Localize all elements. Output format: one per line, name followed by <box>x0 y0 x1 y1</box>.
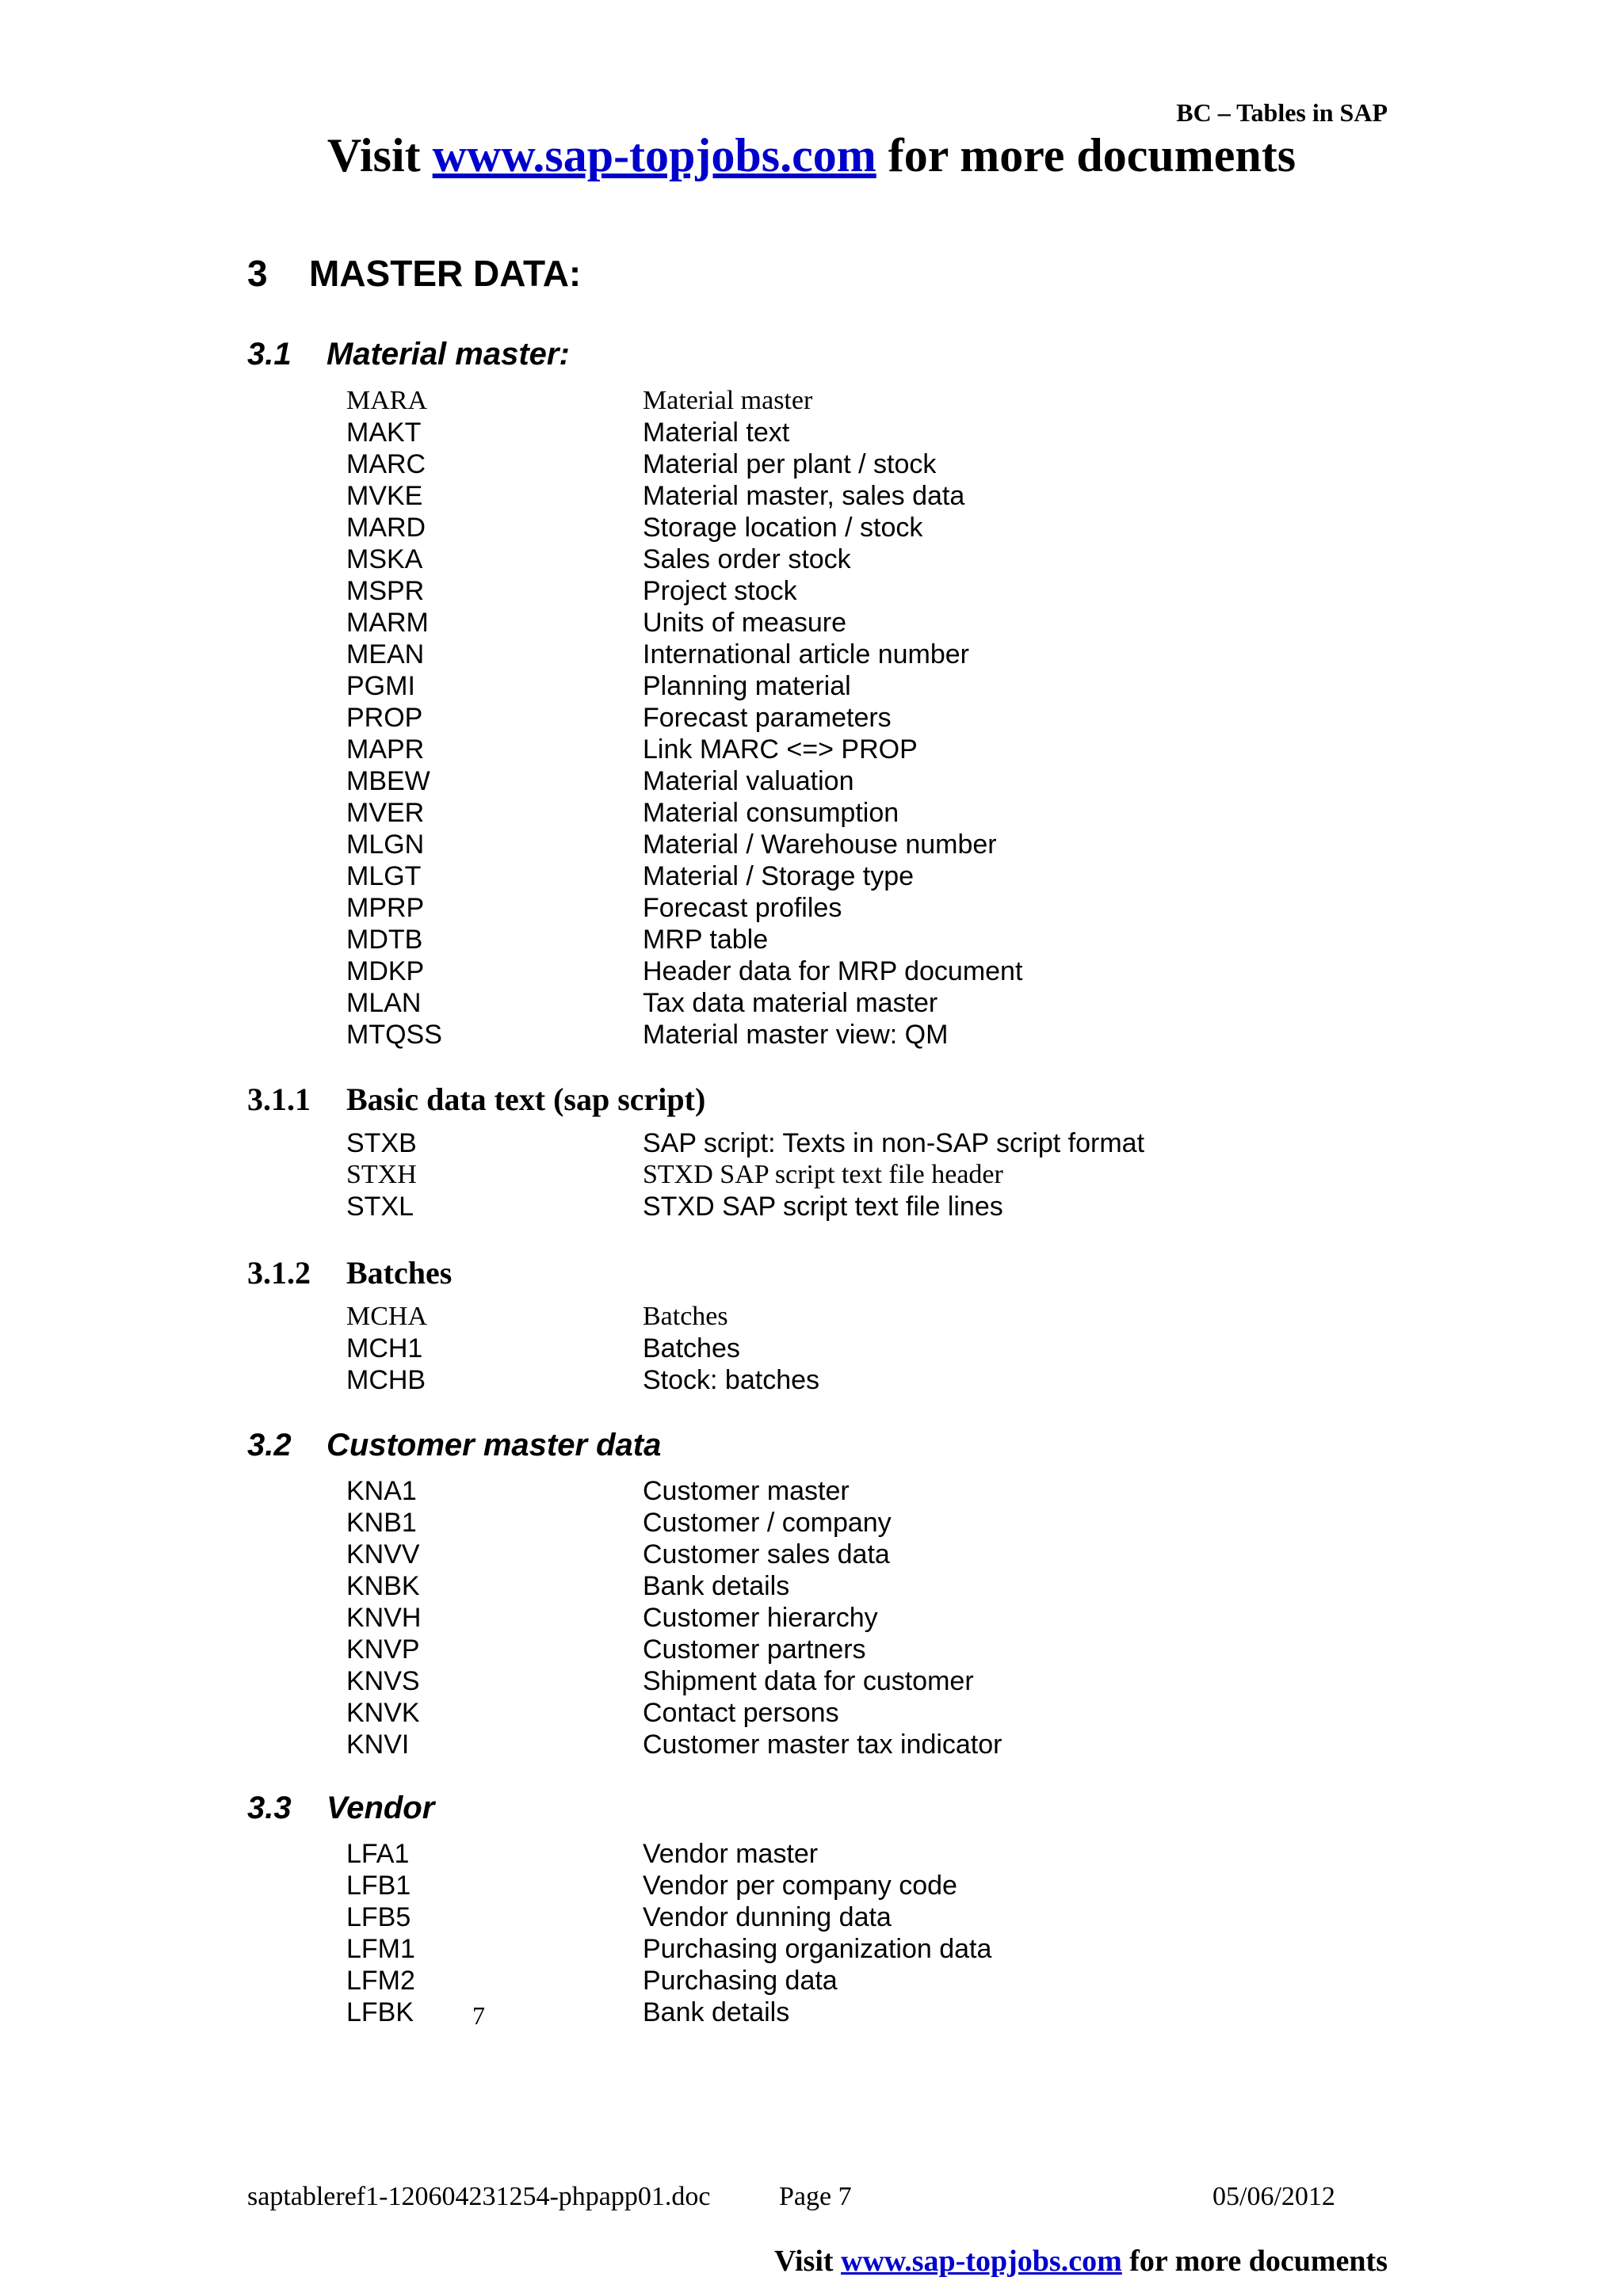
table-row <box>346 1634 1377 1665</box>
table-code: MVKE <box>346 481 423 511</box>
section-heading-material <box>247 337 570 372</box>
top-banner <box>0 128 1623 183</box>
table-description: Customer master <box>643 1476 850 1506</box>
table-code: MARM <box>346 608 429 638</box>
table-code: KNVP <box>346 1634 420 1665</box>
table-row <box>346 892 1377 924</box>
table-description: Vendor master <box>643 1839 819 1869</box>
section-heading-customer <box>247 1428 661 1463</box>
table-description: Planning material <box>643 671 851 701</box>
table-row <box>346 417 1377 448</box>
table-code: LFM1 <box>346 1934 415 1964</box>
table-code: MPRP <box>346 893 425 923</box>
table-row <box>346 1602 1377 1634</box>
table-description: Link MARC <=> PROP <box>643 734 918 765</box>
table-code: MCHA <box>346 1302 428 1331</box>
table-description: Material master, sales data <box>643 481 965 511</box>
table-code: MLAN <box>346 988 422 1018</box>
table-row <box>346 1301 1377 1333</box>
section-heading-vendor <box>247 1791 434 1826</box>
table-code: STXL <box>346 1192 414 1222</box>
table-row <box>346 1933 1377 1965</box>
table-row <box>346 924 1377 955</box>
page-number-marker: 7 <box>472 2001 485 2030</box>
table-row <box>346 1159 1377 1191</box>
table-description: Vendor per company code <box>643 1871 957 1901</box>
table-list-basic-text <box>346 1127 1377 1222</box>
table-description: SAP script: Texts in non-SAP script format <box>643 1128 1145 1158</box>
table-row <box>346 1838 1377 1870</box>
bottom-banner <box>774 2244 1388 2279</box>
table-description: Project stock <box>643 576 797 606</box>
section-number: 3.1.1 <box>247 1081 311 1117</box>
table-code: MARC <box>346 449 426 479</box>
table-row <box>346 1364 1377 1396</box>
table-code: MARA <box>346 386 428 415</box>
table-description: Header data for MRP document <box>643 956 1023 986</box>
table-code: KNVK <box>346 1698 420 1728</box>
chapter-heading <box>247 252 581 295</box>
bottom-banner-suffix: for more documents <box>1121 2245 1388 2278</box>
table-code: KNB1 <box>346 1508 417 1538</box>
section-heading-basic-text <box>247 1081 705 1118</box>
table-code: MDKP <box>346 956 425 986</box>
section-title: Basic data text (sap script) <box>346 1081 706 1117</box>
table-row <box>346 1901 1377 1933</box>
table-code: MSPR <box>346 576 425 606</box>
section-number: 3.2 <box>247 1428 292 1463</box>
table-description: Batches <box>643 1302 728 1331</box>
table-code: MAKT <box>346 418 422 448</box>
table-description: Customer master tax indicator <box>643 1730 1002 1760</box>
table-description: Material master <box>643 386 813 415</box>
table-code: MSKA <box>346 544 423 574</box>
table-row <box>346 543 1377 575</box>
table-row <box>346 512 1377 543</box>
chapter-title: MASTER DATA: <box>309 253 582 294</box>
table-row <box>346 1333 1377 1364</box>
top-banner-link[interactable]: www.sap-topjobs.com <box>432 129 876 181</box>
table-description: Units of measure <box>643 608 846 638</box>
table-row <box>346 670 1377 702</box>
table-row <box>346 702 1377 734</box>
table-row <box>346 765 1377 797</box>
footer-filename: saptableref1-120604231254-phpapp01.doc <box>247 2182 711 2211</box>
table-description: Customer hierarchy <box>643 1603 878 1633</box>
bottom-banner-prefix: Visit <box>773 2245 842 2278</box>
table-list-material <box>346 385 1377 1051</box>
table-row <box>346 1870 1377 1901</box>
section-title: Material master: <box>327 337 570 372</box>
table-code: LFA1 <box>346 1839 410 1869</box>
table-code: MTQSS <box>346 1020 442 1050</box>
section-title: Vendor <box>327 1791 435 1825</box>
table-row <box>346 575 1377 607</box>
top-banner-prefix: Visit <box>327 129 433 181</box>
table-row <box>346 734 1377 765</box>
table-code: MAPR <box>346 734 425 765</box>
table-description: Purchasing organization data <box>643 1934 992 1964</box>
table-row <box>346 1729 1377 1760</box>
table-description: Material / Storage type <box>643 861 915 891</box>
table-code: LFBK <box>346 1997 414 2027</box>
top-banner-suffix: for more documents <box>876 129 1296 181</box>
table-row <box>346 1507 1377 1539</box>
table-code: MLGN <box>346 830 425 860</box>
table-description: Material text <box>643 418 790 448</box>
table-row <box>346 1539 1377 1570</box>
table-row <box>346 480 1377 512</box>
table-description: Purchasing data <box>643 1966 838 1996</box>
table-code: MBEW <box>346 766 430 796</box>
table-code: MLGT <box>346 861 422 891</box>
table-code: STXB <box>346 1128 417 1158</box>
table-description: Customer / company <box>643 1508 892 1538</box>
table-code: KNA1 <box>346 1476 417 1506</box>
table-row <box>346 1665 1377 1697</box>
table-row <box>346 860 1377 892</box>
table-description: Batches <box>643 1333 740 1363</box>
table-row <box>346 607 1377 639</box>
table-code: STXH <box>346 1160 417 1189</box>
table-row <box>346 1697 1377 1729</box>
table-row <box>346 987 1377 1019</box>
section-heading-batches <box>247 1254 452 1291</box>
table-code: KNVH <box>346 1603 422 1633</box>
table-row <box>346 1965 1377 1997</box>
footer-date: 05/06/2012 <box>1212 2182 1335 2211</box>
table-description: Forecast profiles <box>643 893 842 923</box>
table-description: Shipment data for customer <box>643 1666 974 1696</box>
table-description: Material per plant / stock <box>643 449 937 479</box>
bottom-banner-link[interactable]: www.sap-topjobs.com <box>841 2245 1122 2278</box>
table-code: KNBK <box>346 1571 420 1601</box>
section-number: 3.1 <box>247 337 292 372</box>
table-description: STXD SAP script text file lines <box>643 1192 1003 1222</box>
table-code: PROP <box>346 703 423 733</box>
document-title: BC – Tables in SAP <box>1176 98 1388 127</box>
table-row <box>346 1127 1377 1159</box>
table-description: Sales order stock <box>643 544 851 574</box>
table-row <box>346 1191 1377 1222</box>
table-description: Storage location / stock <box>643 513 923 543</box>
table-description: Material consumption <box>643 798 899 828</box>
table-description: Stock: batches <box>643 1365 820 1395</box>
table-code: MVER <box>346 798 425 828</box>
table-code: LFB5 <box>346 1902 411 1932</box>
table-description: Customer partners <box>643 1634 866 1665</box>
table-description: International article number <box>643 639 970 669</box>
table-code: KNVS <box>346 1666 420 1696</box>
table-description: Material / Warehouse number <box>643 830 997 860</box>
table-code: LFB1 <box>346 1871 411 1901</box>
table-description: Contact persons <box>643 1698 839 1728</box>
table-row <box>346 1475 1377 1507</box>
table-code: LFM2 <box>346 1966 415 1996</box>
table-code: MCHB <box>346 1365 426 1395</box>
table-row <box>346 955 1377 987</box>
table-list-batches <box>346 1301 1377 1396</box>
section-title: Batches <box>346 1255 453 1291</box>
table-description: Forecast parameters <box>643 703 892 733</box>
table-code: MDTB <box>346 925 423 955</box>
footer-page-number: Page 7 <box>779 2182 852 2211</box>
table-description: Bank details <box>643 1571 790 1601</box>
table-description: Vendor dunning data <box>643 1902 892 1932</box>
table-description: Material master view: QM <box>643 1020 949 1050</box>
table-row <box>346 1019 1377 1051</box>
table-description: Customer sales data <box>643 1539 890 1569</box>
table-list-vendor <box>346 1838 1377 2028</box>
table-code: PGMI <box>346 671 415 701</box>
chapter-number: 3 <box>247 253 268 294</box>
section-title: Customer master data <box>327 1428 662 1463</box>
table-code: KNVI <box>346 1730 410 1760</box>
table-code: MEAN <box>346 639 425 669</box>
table-code: MARD <box>346 513 426 543</box>
section-number: 3.1.2 <box>247 1255 311 1291</box>
table-row <box>346 1997 1377 2028</box>
table-list-customer <box>346 1475 1377 1760</box>
table-description: Bank details <box>643 1997 790 2027</box>
table-code: KNVV <box>346 1539 420 1569</box>
table-row <box>346 639 1377 670</box>
table-description: STXD SAP script text file header <box>643 1160 1003 1189</box>
table-row <box>346 829 1377 860</box>
table-row <box>346 385 1377 417</box>
table-description: Material valuation <box>643 766 854 796</box>
table-code: MCH1 <box>346 1333 423 1363</box>
table-row <box>346 448 1377 480</box>
table-row <box>346 797 1377 829</box>
section-number: 3.3 <box>247 1791 292 1825</box>
table-description: MRP table <box>643 925 769 955</box>
table-description: Tax data material master <box>643 988 938 1018</box>
table-row <box>346 1570 1377 1602</box>
